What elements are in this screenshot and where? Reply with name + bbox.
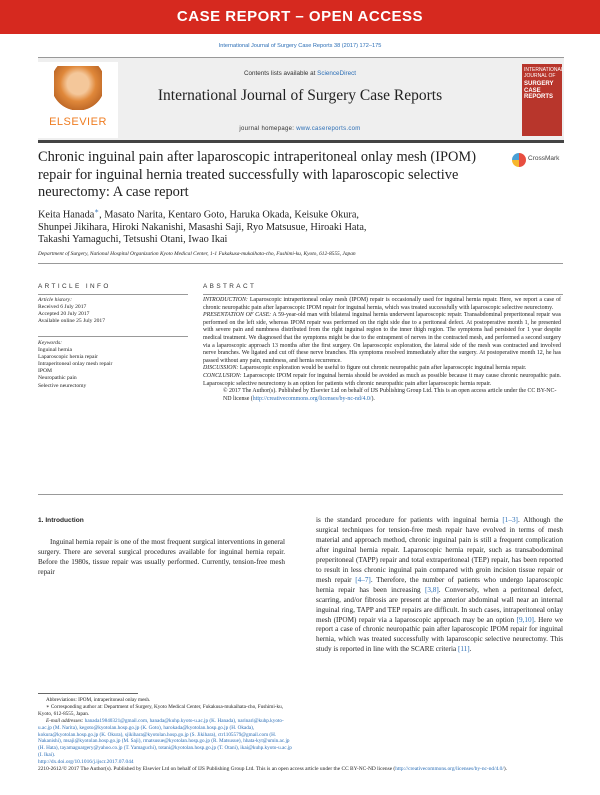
conclusion-text: Laparoscopic IPOM repair for inguinal hernia should be avoided as much as possible because it may cause chronic neuropathic pain. Laparoscopic selective neurectomy is an option for patients with chronic neuropathic pain after laparoscopic hernia repair. xyxy=(203,372,561,387)
email-note xyxy=(38,718,293,759)
abbreviations-note: Abbreviations: IPOM, intraperitoneal onlay mesh. xyxy=(46,697,151,703)
issn-text: 2210-2612/© 2017 The Author(s). Published by Elsevier Ltd on behalf of IJS Publishing Group Ltd. This is an open access article under the CC BY-NC-ND license ( xyxy=(38,765,396,772)
article-history xyxy=(38,297,188,325)
article-title: Chronic inguinal pain after laparoscopic intraperitoneal onlay mesh (IPOM) repair for inguinal hernia treated successfully with laparoscopic selective neurectomy: A case report xyxy=(38,149,476,200)
keyword: Neuropathic pain xyxy=(38,375,77,382)
keywords xyxy=(38,340,188,390)
abstract-heading: ABSTRACT xyxy=(203,283,257,290)
intro-label: INTRODUCTION: xyxy=(203,297,248,303)
reference-link[interactable]: [3,8] xyxy=(424,585,439,594)
accepted-date: Accepted 20 July 2017 xyxy=(38,311,90,318)
case-label: PRESENTATION OF CASE: xyxy=(203,312,272,319)
footnotes xyxy=(38,697,293,759)
abstract-copyright xyxy=(203,388,561,403)
history-label: Article history: xyxy=(38,297,73,303)
article-info-heading: ARTICLE INFO xyxy=(38,283,111,290)
copyright-end: ). xyxy=(371,395,375,402)
abstract-body xyxy=(203,297,561,403)
divider xyxy=(38,294,188,295)
intro-paragraph: Inguinal hernia repair is one of the most frequent surgical interventions in general surgery. There are several surgical procedures available for inguinal hernia repair. Before the 1980s, tissue repair was usually performed. Currently, tension-free mesh repair xyxy=(38,537,285,576)
elsevier-tree-icon xyxy=(54,66,102,110)
sciencedirect-link[interactable]: ScienceDirect xyxy=(317,70,356,77)
journal-masthead xyxy=(38,57,564,143)
section-heading: 1. Introduction xyxy=(38,517,84,524)
elsevier-wordmark: ELSEVIER xyxy=(49,116,107,128)
keyword: Intraperitoneal onlay mesh repair xyxy=(38,361,113,368)
email-links[interactable]: hanada19840321@gmail.com, hanada@kuhp.kyoto-u.ac.jp (K. Hanada), narinari@kuhp.kyoto-u.ac.jp (M. Narita), kegoto@kyotolan.hosp.go.jp (K. Goto), harokada@kyotolan.hosp.go.jp (H. Okada), kokura@kyotolan.hosp.go.jp (K. Okura), sjikihara@kyotolan.hosp.go.jp (S. Jikihara), ctr1105579@gmail.com (H. Nakanishi), msaji@kyotolan.hosp.go.jp (M. Saji), rmatsusue@kyotolan.hosp.go.jp (R. Matsusue), hhata-kyt@umin.ac.jp (H. Hata), tayamaguargery@yahoo.co.jp (T. Yamaguchi), totani@kyotolan.hosp.go.jp (T. Otani), ikai@kuhp.kyoto-u.ac.jp (I. Ikai). xyxy=(38,717,292,759)
body-text: . Therefore, the number of patients who undergo laparoscopic hernia repair has been increasing xyxy=(316,575,563,594)
abstract-case xyxy=(203,312,561,365)
doi-footer xyxy=(38,759,563,773)
journal-citation[interactable]: International Journal of Surgery Case Reports 38 (2017) 172–175 xyxy=(218,43,382,49)
abstract-introduction xyxy=(203,297,561,312)
journal-title: International Journal of Surgery Case Reports xyxy=(157,87,443,104)
online-date: Available online 25 July 2017 xyxy=(38,318,106,325)
homepage-prefix: journal homepage: xyxy=(239,126,297,132)
body-text: . xyxy=(469,645,472,654)
cover-text-big: SURGERY CASE REPORTS xyxy=(524,81,554,100)
affiliation: Department of Surgery, National Hospital Organization Kyoto Medical Center, 1-1 Fukakusa-mukaihata-cho, Fushimi-ku, Kyoto, 612-8555, Japan xyxy=(38,251,356,257)
cover-text-small: INTERNATIONAL JOURNAL OF xyxy=(524,67,564,79)
journal-cover-image[interactable] xyxy=(522,64,562,136)
elsevier-logo[interactable] xyxy=(38,62,118,138)
open-access-banner: CASE REPORT – OPEN ACCESS xyxy=(0,0,600,34)
author-line-3: Takashi Yamaguchi, Tetsushi Otani, Iwao Ikai xyxy=(38,233,228,245)
body-text: is the standard procedure for patients with inguinal hernia xyxy=(316,516,503,524)
body-left-column xyxy=(38,516,285,578)
contents-prefix: Contents lists available at xyxy=(243,70,318,77)
copyright-text: © 2017 The Author(s). Published by Elsevier Ltd on behalf of IJS Publishing Group Ltd. This is an open access article under the CC BY-NC-ND license ( xyxy=(223,388,557,402)
case-text: A 59-year-old man with bilateral inguinal hernia underwent laparoscopic repair. Transabdominal preperitoneal repair was performed on the left side, whereas IPOM repair was performed on the right side due to a peritoneal defect. At postoperative month 1, he presented with severe pain and numbness distributed from the right inguinal region to the inner thigh region. The symptoms had persisted for 1 year despite medical treatment. We diagnosed that the symptoms might be due to the entrapment of nerves in the contracted mesh, and performed a second surgery via a laparoscopic approach 13 months after the first surgery. On laparoscopic exploration, the lateral side of the mesh was contracted and involved nerve branches. We ligated and cut off these nerve branches. His symptoms resolved immediately after the surgery. At postoperative month 12, he has passed without any pain, numbness, and hernia recurrence. xyxy=(203,312,561,364)
author-line-1-rest: , Masato Narita, Kentaro Goto, Haruka Okada, Keisuke Okura, xyxy=(99,209,360,221)
divider xyxy=(203,294,563,295)
crossmark-icon xyxy=(512,153,526,167)
keyword: Inguinal hernia xyxy=(38,347,73,354)
conclusion-label: CONCLUSION: xyxy=(203,372,242,379)
contents-line xyxy=(118,70,482,77)
author-line-2: Shunpei Jikihara, Hiroki Nakanishi, Masashi Saji, Ryo Matsusue, Hiroaki Hata, xyxy=(38,221,367,233)
body-text: . Here we report a case of chronic neuropathic pain after laparoscopic IPOM repair for inguinal hernia, which was treated successfully with laparoscopic selective neurectomy. This study is reported in line with the SCARE criteria xyxy=(316,615,563,654)
divider xyxy=(38,336,188,337)
body-text: . Conversely, when a peritoneal defect, scarring, and/or fibrosis are present at the anterior abdominal wall near an internal inguinal ring, TAPP and TEP repairs are difficult. In such cases, intraperitoneal onlay mesh (IPOM) repair via a laparoscopic approach may be an option xyxy=(316,585,563,624)
email-label: E-mail addresses: xyxy=(46,717,84,724)
issn-end: ). xyxy=(503,765,507,772)
body-right-column xyxy=(316,516,563,655)
crossmark-badge[interactable] xyxy=(512,152,562,170)
homepage-link[interactable]: www.casereports.com xyxy=(296,126,361,132)
journal-homepage xyxy=(118,126,482,132)
discussion-text: Laparoscopic exploration would be useful to figure out chronic neuropathic pain after laparoscopic inguinal hernia repair. xyxy=(238,365,527,372)
reference-link[interactable]: [4–7] xyxy=(355,575,371,584)
corresponding-mark[interactable]: ∗ xyxy=(94,207,100,215)
reference-link[interactable]: [11] xyxy=(457,645,470,654)
divider xyxy=(38,494,563,495)
license-link[interactable]: http://creativecommons.org/licenses/by-nc-nd/4.0/ xyxy=(252,395,372,402)
issn-line xyxy=(38,766,563,773)
discussion-label: DISCUSSION: xyxy=(203,365,239,372)
divider xyxy=(38,263,563,264)
keyword: IPOM xyxy=(38,368,52,375)
footer-license-link[interactable]: http://creativecommons.org/licenses/by-nc-nd/4.0/ xyxy=(395,765,504,772)
received-date: Received 6 July 2017 xyxy=(38,304,87,311)
keywords-label: Keywords: xyxy=(38,340,63,346)
keyword: Selective neurectomy xyxy=(38,382,87,389)
body-text: . Although the surgical techniques for tension-free mesh repair have evolved in terms of mesh material and approach method, chronic inguinal pain is still a frequent complication after inguinal hernia repair. Laparoscopic hernia repair, such as transabodominal preperitoneal (TAPP) repair and total extraperitoneal (TEP) repair, has been reported to result in less chronic inguinal pain compared with groin incision tissue repair or mesh repair xyxy=(316,516,563,584)
corresponding-note: ∗ Corresponding author at: Department of Surgery, Kyoto Medical Center, Fukakusa-mukaihata-cho, Fushimi-ku, Kyoto, 612-8555, Japan. xyxy=(38,703,283,717)
crossmark-label: CrossMark xyxy=(528,155,560,162)
keyword: Laparoscopic hernia repair xyxy=(38,354,98,361)
abstract-conclusion xyxy=(203,373,561,388)
author-line-1 xyxy=(38,205,558,222)
footnote-divider xyxy=(38,693,138,694)
reference-link[interactable]: [9,10] xyxy=(516,615,534,624)
first-author: Keita Hanada xyxy=(38,209,95,221)
reference-link[interactable]: [1–3] xyxy=(502,516,518,524)
intro-text: Laparoscopic intraperitoneal onlay mesh (IPOM) repair is occasionally used for inguinal hernia repair. Here, we report a case of chronic neuropathic pain after laparoscopic IPOM repair for inguinal hernia, which was treated successfully with laparoscopic selective neurectomy. xyxy=(203,297,561,311)
abstract-discussion xyxy=(203,365,561,373)
doi-link[interactable]: http://dx.doi.org/10.1016/j.ijscr.2017.07.044 xyxy=(38,759,134,765)
author-list xyxy=(38,205,558,246)
